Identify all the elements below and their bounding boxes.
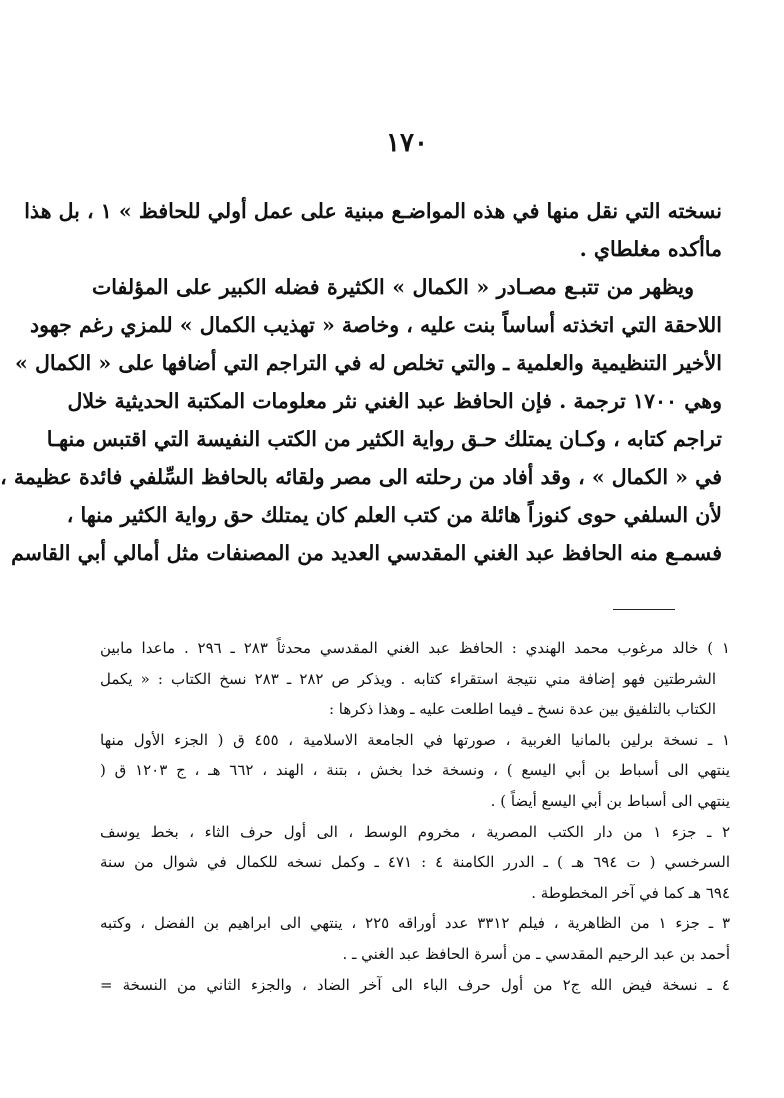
text-line-2: ماأكده مغلطاي . bbox=[579, 237, 722, 261]
text-line-8: في « الكمال » ، وقد أفاد من رحلته الى مصر ولقائه بالحافظ السِّلفي فائدة عظيمة ، bbox=[0, 465, 722, 489]
footnote-line-8: السرخسي ( ت ٦٩٤ هـ ) ـ الدرر الكامنة ٤ : ٤٧١ ـ وكمل نسخه للكمال في شوال من سنة bbox=[100, 853, 731, 872]
footnote-separator bbox=[613, 609, 675, 610]
page-number: ١٧٠ bbox=[386, 128, 428, 158]
footnote-line-9: ٦٩٤ هـ كما في آخر المخطوطة . bbox=[531, 883, 730, 902]
text-line-9: لأن السلفي حوى كنوزاً هائلة من كتب العلم كان يمتلك حق رواية الكثير منها ، bbox=[66, 503, 722, 527]
footnote-line-5: ينتهي الى أسباط بن أبي اليسع ) ، ونسخة خدا بخش ، بتنة ، الهند ، ٦٦٢ هـ ، ج ١٢٠٣ ق ( bbox=[100, 761, 730, 780]
text-line-6: وهي ١٧٠٠ ترجمة . فإن الحافظ عبد الغني نثر معلومات المكتبة الحديثية خلال bbox=[67, 389, 722, 413]
footnote-line-10: ٣ ـ جزء ١ من الظاهرية ، فيلم ٣٣١٢ عدد أوراقه ٢٢٥ ، ينتهي الى ابراهيم بن الفضل ، وكتبه bbox=[100, 914, 731, 933]
footnote-line-3: الكتاب بالتلفيق بين عدة نسخ ـ فيما اطلعت عليه ـ وهذا ذكرها : bbox=[328, 700, 716, 719]
footnote-line-1: ١ ) خالد مرغوب محمد الهندي : الحافظ عبد الغني المقدسي محدثاً ٢٨٣ ـ ٢٩٦ . ماعدا مابين bbox=[100, 639, 730, 657]
footnote-line-4: ١ ـ نسخة برلين بالمانيا الغربية ، صورتها في الجامعة الاسلامية ، ٤٥٥ ق ( الجزء الأول منها bbox=[100, 730, 730, 749]
main-text bbox=[0, 192, 722, 572]
footnote-line-6: ينتهي الى أسباط بن أبي اليسع أيضاً ) . bbox=[490, 791, 730, 810]
text-line-3: ويظهر من تتبـع مصـادر « الكمال » الكثيرة فضله الكبير على المؤلفات bbox=[92, 275, 694, 299]
text-line-10: فسمـع منه الحافظ عبد الغني المقدسي العديد من المصنفات مثل أمالي أبي القاسم bbox=[11, 541, 722, 565]
footnote-line-12: ٤ ـ نسخة فيض الله ج٢ من أول حرف الباء الى آخر الضاد ، والجزء الثاني من النسخة = bbox=[100, 975, 730, 994]
footnotes bbox=[100, 633, 730, 1000]
text-line-1: نسخته التي نقل منها في هذه المواضـع مبنية على عمل أولي للحافظ » ١ ، بل هذا bbox=[24, 199, 722, 223]
text-line-5: الأخير التنظيمية والعلمية ـ والتي تخلص له في التراجم التي أضافها على « الكمال » bbox=[15, 351, 722, 375]
text-line-4: اللاحقة التي اتخذته أساساً بنت عليه ، وخاصة « تهذيب الكمال » للمزي رغم جهود bbox=[30, 313, 722, 337]
footnote-line-2: الشرطتين فهو إضافة مني نتيجة استقراء كتابه . ويذكر ص ٢٨٢ ـ ٢٨٣ نسخ الكتاب : « يكمل bbox=[100, 669, 716, 688]
footnote-line-11: أحمد بن عبد الرحيم المقدسي ـ من أسرة الحافظ عبد الغني ـ . bbox=[342, 944, 730, 963]
footnote-line-7: ٢ ـ جزء ١ من دار الكتب المصرية ، مخروم الوسط ، الى أول حرف الثاء ، بخط يوسف bbox=[100, 822, 730, 841]
text-line-7: تراجم كتابه ، وكـان يمتلك حـق رواية الكثير من الكتب النفيسة التي اقتبس منهـا bbox=[46, 427, 722, 451]
